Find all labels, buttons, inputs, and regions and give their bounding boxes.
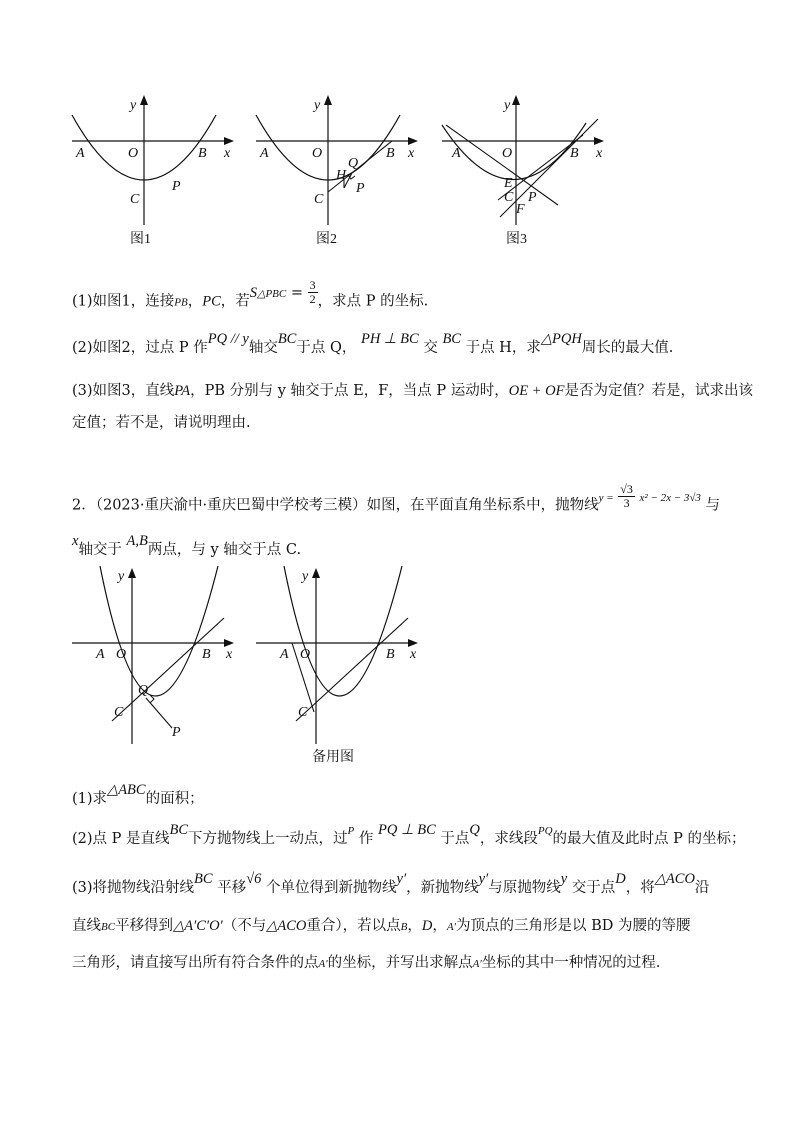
label-B: B: [570, 146, 579, 161]
q1-part3: (3)如图3，直线PA，PB 分别与 y 轴交于点 E，F，当点 P 运动时，OE + OF是否为定值？若是，试求出该: [72, 383, 753, 399]
q2-part3-line3: 三角形，请直接写出所有符合条件的点A′的坐标，并写出求解点A′坐标的其中一种情况的过程.: [72, 955, 661, 971]
fig3-caption: 图3: [506, 232, 527, 247]
q1-part3-line2: 定值；若不是，请说明理由.: [72, 415, 251, 431]
label-y: y: [314, 98, 321, 113]
figure-1: [68, 95, 243, 245]
label-C: C: [114, 705, 124, 720]
label-P: P: [172, 725, 181, 740]
label-A: A: [260, 146, 269, 161]
label-C: C: [314, 192, 324, 207]
label-P: P: [528, 190, 537, 205]
label-A: A: [76, 146, 85, 161]
label-x: x: [410, 647, 417, 662]
label-O: O: [312, 146, 323, 161]
q1-part1: (1)如图1，连接PB，PC，若S△PBC = $\frac{3}{2}$ ，求点 P 的坐标.: [72, 278, 429, 310]
label-C: C: [298, 705, 308, 720]
fig1-caption: 图1: [130, 232, 151, 247]
label-O: O: [502, 146, 513, 161]
label-B: B: [386, 647, 395, 662]
q1-part2: (2)如图2，过点 P 作PQ // y轴交BC于点 Q， PH ⊥ BC 交 BC 于点 H，求△PQH周长的最大值.: [72, 331, 674, 356]
label-Q: Q: [138, 683, 149, 698]
label-P: P: [172, 179, 181, 194]
label-C: C: [504, 190, 514, 205]
label-C: C: [130, 192, 140, 207]
label-Q: Q: [348, 156, 359, 171]
figure-3: [438, 95, 613, 245]
label-B: B: [386, 146, 395, 161]
q2-part3: (3)将抛物线沿射线BC 平移√6 个单位得到新抛物线y′，新抛物线y′与原抛物线y 交于点D，将△ACO沿: [72, 871, 710, 896]
q2-part3-line2: 直线BC平移得到△A′C′O′（不与△ACO重合），若以点B，D，A′为顶点的三角形是以 BD 为腰的等腰: [72, 918, 691, 934]
q2-figure-1: [68, 566, 243, 746]
label-B: B: [198, 146, 207, 161]
label-A: A: [280, 647, 289, 662]
label-H: H: [336, 168, 347, 183]
label-F: F: [516, 202, 525, 217]
label-y: y: [504, 98, 511, 113]
label-y: y: [118, 569, 125, 584]
spare-caption: 备用图: [312, 750, 354, 765]
label-A: A: [452, 146, 461, 161]
q2-part1: (1)求△ABC的面积；: [72, 782, 204, 807]
label-x: x: [596, 146, 603, 161]
label-O: O: [300, 647, 311, 662]
label-A: A: [96, 647, 105, 662]
label-y: y: [130, 98, 137, 113]
label-x: x: [408, 146, 415, 161]
q2-figure-spare: [252, 566, 427, 766]
label-O: O: [128, 146, 139, 161]
figure-2: [252, 95, 427, 245]
label-O: O: [116, 647, 127, 662]
label-P: P: [356, 181, 365, 196]
label-y: y: [302, 569, 309, 584]
label-x: x: [224, 146, 231, 161]
label-E: E: [504, 176, 513, 191]
label-x: x: [226, 647, 233, 662]
q2-part2: (2)点 P 是直线BC下方抛物线上一动点，过$^P$ 作 PQ ⊥ BC 于点Q，求线段$^{PQ}$的最大值及此时点 P 的坐标；: [72, 822, 746, 847]
fig2-caption: 图2: [316, 232, 337, 247]
label-B: B: [202, 647, 211, 662]
q2-intro: 2．（2023·重庆渝中·重庆巴蜀中学校考三模）如图，在平面直角坐标系中，抛物线y = $\frac{√3}{3}$ x² − 2x − 3√3 与: [72, 482, 721, 514]
q2-intro-line2: x轴交于 A,B两点，与 y 轴交于点 C.: [72, 533, 302, 558]
